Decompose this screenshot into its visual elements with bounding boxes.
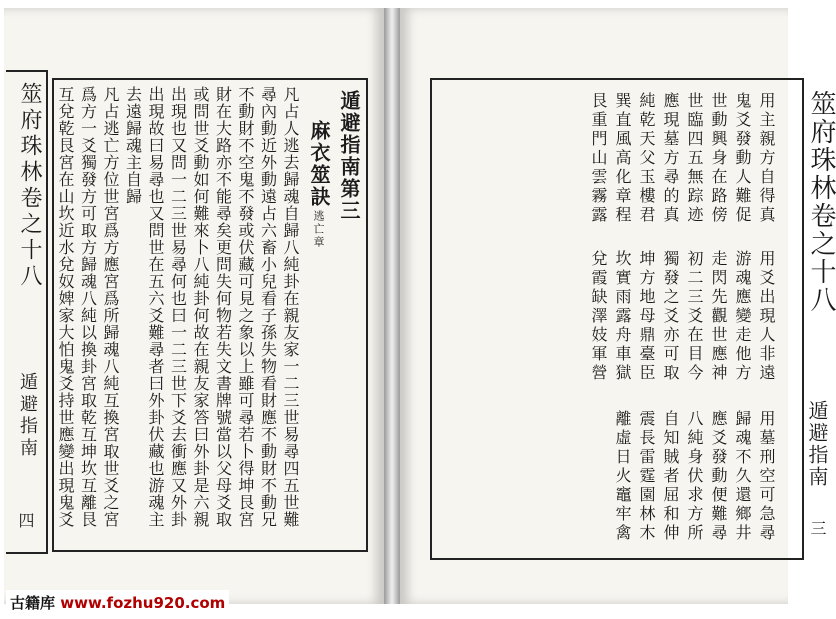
right-text-column: 巽直風高化章程 xyxy=(613,92,632,225)
right-text-column: 歸魂不久還鄉井 xyxy=(733,410,752,543)
right-text-column: 離虛日火竈牢禽 xyxy=(613,410,632,543)
right-text-column: 走閃先觀世應神 xyxy=(709,250,728,383)
left-text-column: 不動財不空鬼不發或伏藏可見之象以上雖可尋若卜得坤艮宮 xyxy=(236,86,255,528)
right-text-column: 游魂應變走他方 xyxy=(733,250,752,383)
right-text-column: 坎實雨露舟車獄 xyxy=(613,250,632,383)
right-side-section: 遁避指南 xyxy=(805,400,829,488)
left-side-section: 遁避指南 xyxy=(17,372,38,460)
right-text-column: 世動興身在路傍 xyxy=(709,92,728,225)
right-text-column: 鬼爻發動人難促 xyxy=(733,92,752,225)
right-text-column: 艮重門山雲霧露 xyxy=(589,92,608,225)
right-text-column: 坤方地母鼎臺臣 xyxy=(637,250,656,383)
left-text-column: 財在大路亦不能尋矣更問失何物若失文書牌號當以父母爻取 xyxy=(213,86,233,528)
left-text-column: 出現故曰易尋也又問世在五六爻難尋者曰外卦伏藏也游魂主 xyxy=(146,86,165,528)
book-gutter xyxy=(384,8,400,604)
right-text-column: 用墓刑空可急尋 xyxy=(757,410,776,543)
right-text-column: 震長雷霆園林木 xyxy=(637,410,656,543)
right-text-column: 用主親方自得真 xyxy=(757,92,776,225)
right-text-column: 獨發之爻亦可取 xyxy=(661,250,680,383)
left-page xyxy=(4,8,384,604)
right-page-number: 三 xyxy=(808,520,827,538)
left-text-column: 互兌乾艮宮在山坎近水兌奴婢家大怕鬼爻持世應變出現鬼爻 xyxy=(56,86,75,528)
section-subtitle-note: 逃亡章 xyxy=(312,210,325,249)
section-title: 遁避指南第三 xyxy=(337,90,361,222)
left-text-column: 或問世爻動如何難來卜八純卦何故在親友家答曰外卦是六親 xyxy=(191,86,210,528)
right-text-column: 用爻出現人非遠 xyxy=(757,250,776,383)
left-text-column: 去遠歸魂主自歸 xyxy=(123,86,143,205)
right-text-column: 兌霞缺澤妓軍營 xyxy=(589,250,608,383)
left-side-strip xyxy=(6,70,48,554)
section-subtitle: 麻衣筮訣 xyxy=(307,120,331,208)
left-text-column: 爲方一爻獨發方可取方歸魂八純以換卦宮取乾互坤坎互離艮 xyxy=(78,86,98,528)
right-page xyxy=(400,8,836,604)
left-text-frame xyxy=(52,78,368,552)
left-text-column: 尋內動近外動遠占六畜小兒看子孫失物看財應不動財不動兄 xyxy=(258,86,278,528)
right-text-frame xyxy=(430,78,836,560)
left-side-title: 筮府珠林卷之十八 xyxy=(17,82,42,290)
right-text-column: 應現墓方尋的真 xyxy=(661,92,680,225)
left-page-number: 四 xyxy=(16,512,35,532)
watermark-footer xyxy=(6,590,229,615)
site-name: 古籍库 xyxy=(10,594,56,612)
right-text-column: 八純身伏求方所 xyxy=(685,410,704,543)
left-text-column: 凡占人逃去歸魂自歸八純卦在親友家一二三世易尋四五世難 xyxy=(281,86,300,528)
left-text-column: 凡占逃亡方位世宮爲方應宮爲所歸魂八純互換宮取世爻之宮 xyxy=(101,86,120,528)
right-side-title: 筮府珠林卷之十八 xyxy=(806,90,836,314)
right-text-column: 應爻發動便難尋 xyxy=(709,410,728,543)
right-text-column: 初二三爻在目今 xyxy=(685,250,704,383)
left-text-column: 出現也又問一二三世易尋何也曰一二三世下爻去衝應又外卦 xyxy=(168,86,188,528)
right-text-column: 自知賊者屈和伸 xyxy=(661,410,680,543)
right-text-column: 純乾天父玉樓君 xyxy=(637,92,656,225)
site-url: www.fozhu920.com xyxy=(60,594,226,612)
right-text-column: 世臨四五無踪迹 xyxy=(685,92,704,225)
